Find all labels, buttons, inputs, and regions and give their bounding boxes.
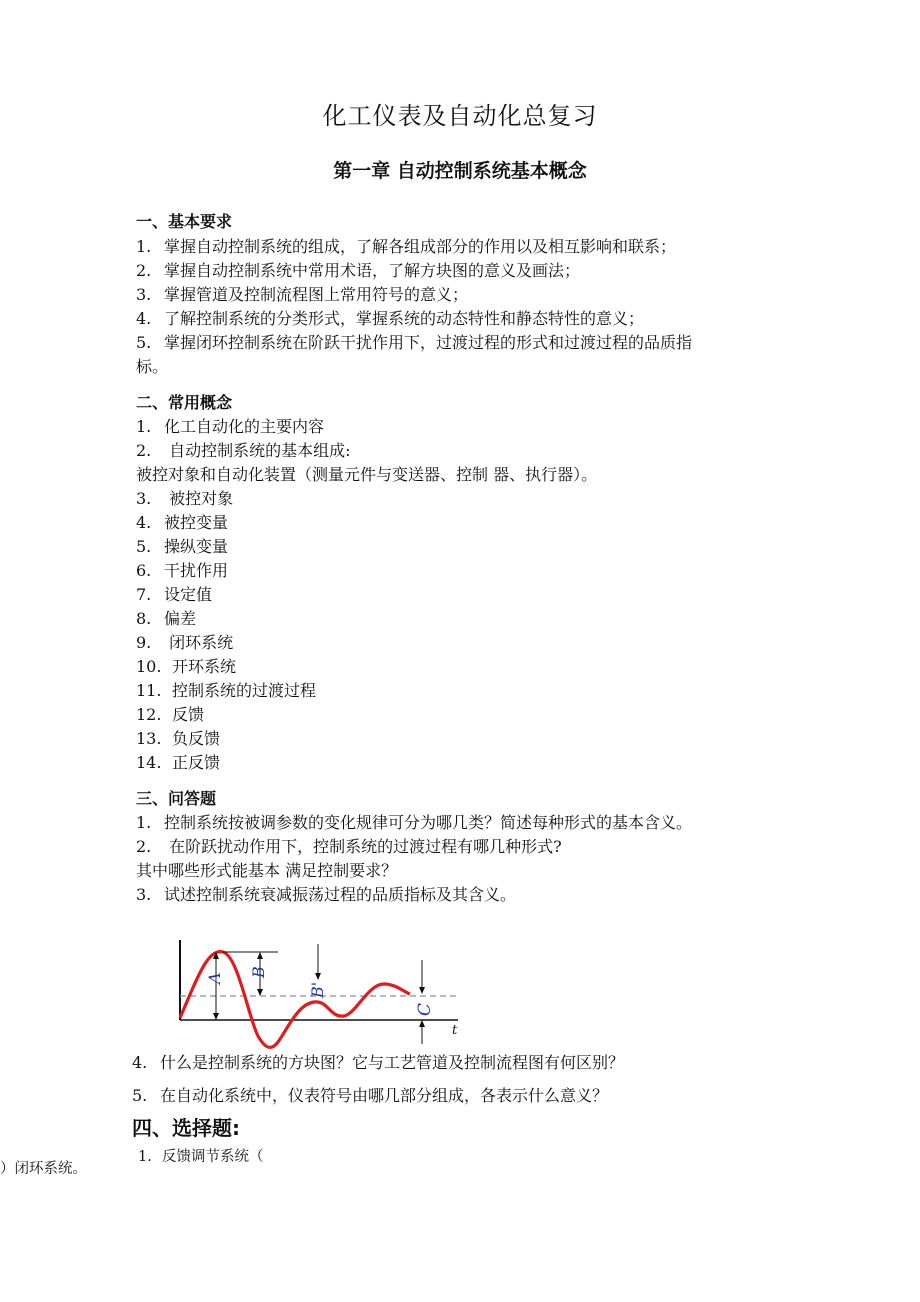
item-number: 5. xyxy=(136,333,152,352)
item-number: 14. xyxy=(136,753,162,772)
section1-heading: 一、基本要求 xyxy=(136,212,233,231)
list-item xyxy=(136,534,228,557)
list-item xyxy=(136,486,233,509)
list-item xyxy=(136,678,316,701)
item-text: 操纵变量 xyxy=(164,537,229,556)
item-number: 13. xyxy=(136,729,162,748)
list-item xyxy=(136,702,204,725)
item-number: 4. xyxy=(136,513,152,532)
item-text: 掌握管道及控制流程图上常用符号的意义； xyxy=(164,285,469,304)
item-number: 3. xyxy=(136,885,152,904)
item-text: 掌握自动控制系统的组成，了解各组成部分的作用以及相互影响和联系； xyxy=(164,237,677,256)
question xyxy=(136,882,516,905)
item-text: 在阶跃扰动作用下，控制系统的过渡过程有哪几种形式? xyxy=(164,837,562,856)
arrow-head-icon xyxy=(257,952,263,959)
item-text: 掌握闭环控制系统在阶跃干扰作用下，过渡过程的形式和过渡过程的品质指 xyxy=(164,333,693,352)
item-text: 了解控制系统的分类形式，掌握系统的动态特性和静态特性的意义； xyxy=(164,309,645,328)
list-item xyxy=(136,582,212,605)
item-text: 干扰作用 xyxy=(164,561,229,580)
item-text: 控制系统按被调参数的变化规律可分为哪几类？简述每种形式的基本含义。 xyxy=(164,813,693,832)
label-c: C xyxy=(415,1002,435,1016)
item-text: 自动控制系统的基本组成: xyxy=(164,441,351,460)
list-item xyxy=(136,330,692,353)
list-item xyxy=(136,510,228,533)
item-text: 反馈 xyxy=(172,705,205,724)
arrow-head-icon xyxy=(213,1013,219,1020)
question xyxy=(132,1083,608,1106)
arrow-head-icon xyxy=(257,989,263,996)
list-item xyxy=(136,258,580,281)
item-number: 1. xyxy=(138,1149,152,1165)
item-number: 8. xyxy=(136,609,152,628)
item-number: 5. xyxy=(132,1086,148,1105)
item-text: 在自动化系统中，仪表符号由哪几部分组成，各表示什么意义？ xyxy=(160,1086,609,1105)
chapter-heading: 第一章 自动控制系统基本概念 xyxy=(333,160,587,182)
arrow-head-icon xyxy=(419,1020,425,1027)
label-a: A xyxy=(205,972,224,984)
item-text: 试述控制系统衰减振荡过程的品质指标及其含义。 xyxy=(164,885,517,904)
choice-question-tail: ）闭环系统。 xyxy=(0,1161,87,1177)
item-number: 3. xyxy=(136,285,152,304)
item-text: 正反馈 xyxy=(172,753,221,772)
arrow-head-icon xyxy=(419,987,425,994)
list-item xyxy=(136,282,468,305)
choice-question xyxy=(138,1145,264,1166)
item-text: 被控变量 xyxy=(164,513,229,532)
item-number: 2. xyxy=(136,261,152,280)
list-item xyxy=(136,606,196,629)
item-text: 开环系统 xyxy=(172,657,237,676)
item-text: 闭环系统 xyxy=(164,633,234,652)
item-text: 设定值 xyxy=(164,585,213,604)
question xyxy=(136,834,562,857)
list-item xyxy=(136,750,220,773)
item-text: 掌握自动控制系统中常用术语，了解方块图的意义及画法； xyxy=(164,261,581,280)
item-text: 控制系统的过渡过程 xyxy=(172,681,317,700)
item-number: 3. xyxy=(136,489,152,508)
question xyxy=(136,810,692,833)
item-number: 5. xyxy=(136,537,152,556)
list-item xyxy=(136,438,350,461)
item-number: 1. xyxy=(136,237,152,256)
section2-heading: 二、常用概念 xyxy=(136,393,233,412)
list-item xyxy=(136,630,233,653)
item-text: 偏差 xyxy=(164,609,197,628)
page-title: 化工仪表及自动化总复习 xyxy=(322,102,598,130)
item-text: 什么是控制系统的方块图？它与工艺管道及控制流程图有何区别？ xyxy=(160,1053,625,1072)
question-continuation: 其中哪些形式能基本 满足控制要求？ xyxy=(136,861,398,880)
list-item xyxy=(136,558,228,581)
section3-heading: 三、问答题 xyxy=(136,789,217,808)
label-t: t xyxy=(452,1023,458,1038)
list-item xyxy=(136,726,220,749)
response-curve xyxy=(180,952,410,1048)
section4-heading: 四、选择题: xyxy=(132,1116,240,1140)
list-item-continuation: 标。 xyxy=(136,357,169,376)
question xyxy=(132,1050,624,1073)
label-b: B xyxy=(249,966,268,978)
item-number: 6. xyxy=(136,561,152,580)
item-number: 1. xyxy=(136,417,152,436)
item-number: 11. xyxy=(136,681,162,700)
arrow-head-icon xyxy=(315,973,321,980)
transient-response-figure xyxy=(168,936,478,1054)
item-text: 被控对象 xyxy=(164,489,234,508)
item-number: 1. xyxy=(136,813,152,832)
item-text: 负反馈 xyxy=(172,729,221,748)
item-text: 化工自动化的主要内容 xyxy=(164,417,325,436)
item-text: 反馈调节系统（ xyxy=(162,1149,264,1165)
list-item xyxy=(136,306,644,329)
list-item xyxy=(136,654,236,677)
list-item-detail: 被控对象和自动化装置（测量元件与变送器、控制 器、执行器）。 xyxy=(136,465,598,484)
list-item xyxy=(136,234,676,257)
item-number: 12. xyxy=(136,705,162,724)
item-number: 4. xyxy=(132,1053,148,1072)
label-b-prime: B' xyxy=(308,981,327,998)
list-item xyxy=(136,414,324,437)
item-number: 2. xyxy=(136,837,152,856)
item-number: 4. xyxy=(136,309,152,328)
item-number: 10. xyxy=(136,657,162,676)
item-number: 7. xyxy=(136,585,152,604)
item-number: 9. xyxy=(136,633,152,652)
item-number: 2. xyxy=(136,441,152,460)
